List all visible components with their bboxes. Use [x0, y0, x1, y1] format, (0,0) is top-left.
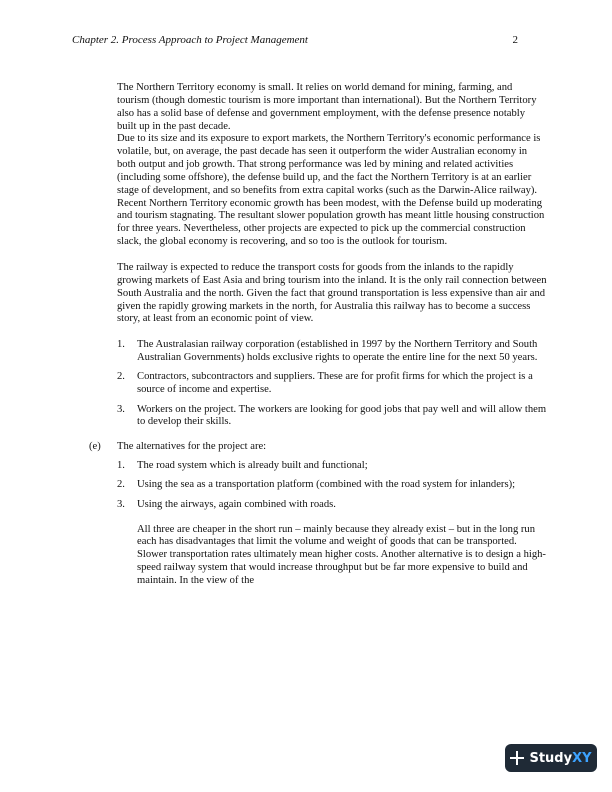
- page-number: 2: [512, 34, 518, 46]
- list-text: Using the airways, again combined with roads.: [137, 498, 336, 510]
- list-text: Using the sea as a transportation platform (combined with the road system for inlanders);: [137, 479, 516, 491]
- list-number: 1.: [117, 339, 125, 351]
- page-header: [72, 34, 540, 50]
- list-text: Workers on the project. The workers are looking for good jobs that pay well and will allow them to develop their skills.: [137, 403, 547, 428]
- studyxy-watermark: [505, 744, 597, 772]
- section-label: (e): [89, 441, 101, 453]
- paragraph-railway: The railway is expected to reduce the transport costs for goods from the inlands to the rapidly growing markets of East Asia and bring tourism into the inland. It is the only rail connection between South Australia and the north. Given the fact that ground transportation is less expensive than air and given the rapidly growing markets in the north, for Australia this railway has to become a success story, at least from an economic point of view.: [117, 261, 547, 325]
- list-text: The Australasian railway corporation (established in 1997 by the Northern Territory and South Australian Governments) holds exclusive rights to operate the entire line for the next 50 years.: [137, 339, 538, 364]
- list-item: [117, 371, 547, 397]
- list-item: [117, 499, 547, 512]
- list-number: 3.: [117, 403, 125, 415]
- list-item: [117, 479, 547, 492]
- stakeholder-list: [117, 339, 547, 429]
- list-number: 2.: [117, 371, 125, 383]
- document-body: [89, 82, 547, 588]
- list-number: 1.: [117, 460, 125, 472]
- list-item: [117, 339, 547, 365]
- watermark-brand-accent: XY: [572, 750, 592, 766]
- list-number: 2.: [117, 479, 125, 491]
- chapter-title: Chapter 2. Process Approach to Project Management: [72, 34, 308, 46]
- list-text: Contractors, subcontractors and suppliers. These are for profit firms for which the project is a source of income and expertise.: [137, 371, 533, 396]
- plus-icon: [510, 751, 524, 765]
- watermark-text: [529, 751, 591, 766]
- watermark-brand: Study: [529, 750, 573, 766]
- list-item: [117, 460, 547, 473]
- paragraph-performance: Due to its size and its exposure to export markets, the Northern Territory's economic performance is volatile, but, on average, the past decade has seen it outperform the wider Australian economy in both output and job growth. That strong performance was led by mining and related activities (including some offshore), the defense build up, and the fact the Northern Territory is at an earlier stage of development, and so benefits from extra capital works (such as the Darwin-Alice railway). Recent Northern Territory economic growth has been modest, with the Defense build up moderating and tourism stagnating. The resultant slower population growth has meant little housing construction for three years. Nevertheless, other projects are expected to pick up the commercial construction slack, the global economy is recovering, and so too is the outlook for tourism.: [117, 133, 545, 248]
- section-intro: The alternatives for the project are:: [117, 441, 267, 453]
- alternatives-list: [117, 460, 547, 512]
- section-e: [89, 441, 547, 588]
- closing-paragraph: All three are cheaper in the short run – mainly because they already exist – but in the long run each has disadvantages that limit the volume and weight of goods that can be transported. Slower transportation rates ultimately mean higher costs. Another alternative is to design a high-speed railway system that would increase throughput but be far more expensive to build and maintain. In the view of the: [137, 523, 546, 586]
- paragraph-economy: The Northern Territory economy is small. It relies on world demand for mining, farming, and tourism (though domestic tourism is more important than international). But the Northern Territory also has a solid base of defense and government employment, with the defense presence notably built up in the past decade.: [117, 82, 537, 132]
- list-text: The road system which is already built and functional;: [137, 460, 368, 472]
- list-item: [117, 404, 547, 430]
- list-number: 3.: [117, 498, 125, 510]
